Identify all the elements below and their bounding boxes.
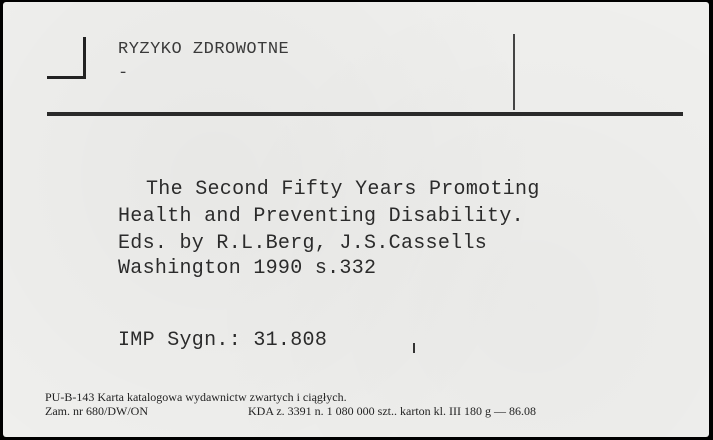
title-line-1: The Second Fifty Years Promoting bbox=[146, 178, 540, 201]
subject-heading: RYZYKO ZDROWOTNE bbox=[118, 40, 290, 59]
horizontal-rule bbox=[47, 112, 683, 116]
subject-subheading: - bbox=[118, 64, 129, 83]
pencil-tick-mark bbox=[413, 343, 415, 353]
heading-divider-line bbox=[513, 34, 515, 110]
editors-line: Eds. by R.L.Berg, J.S.Cassells bbox=[118, 232, 488, 255]
call-number-line: IMP Sygn.: 31.808 bbox=[118, 329, 328, 352]
title-line-2: Health and Preventing Disability. bbox=[118, 205, 524, 228]
footer-print-details: KDA z. 3391 n. 1 080 000 szt.. karton kl. III 180 g — 86.08 bbox=[248, 404, 536, 418]
footer-form-line: PU-B-143 Karta katalogowa wydawnictw zwartych i ciągłych. bbox=[45, 390, 347, 404]
footer-order-number: Zam. nr 680/DW/ON bbox=[45, 404, 148, 418]
catalog-card bbox=[3, 2, 709, 437]
imprint-line: Washington 1990 s.332 bbox=[118, 257, 377, 280]
corner-mark-vertical bbox=[83, 37, 86, 79]
corner-mark-horizontal bbox=[47, 76, 86, 79]
